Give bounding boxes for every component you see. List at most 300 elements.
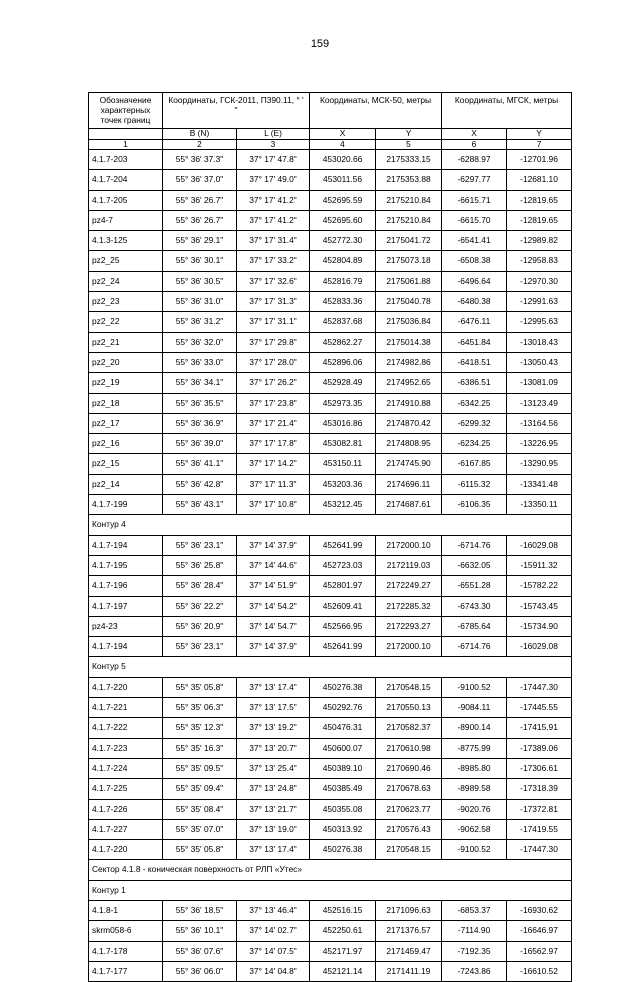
msk-x-cell: 452973.35 [310, 393, 376, 413]
msk-x-cell: 450355.08 [310, 799, 376, 819]
msk-x-cell: 452896.06 [310, 352, 376, 372]
point-id-cell: pz2_25 [89, 251, 163, 271]
point-id-cell: 4.1.7-227 [89, 819, 163, 839]
latitude-cell: 55° 36' 28.4" [163, 576, 237, 596]
longitude-cell: 37° 13' 17.4" [237, 840, 310, 860]
mgsk-x-cell: -9062.58 [442, 819, 507, 839]
mgsk-x-cell: -6508.38 [442, 251, 507, 271]
point-id-cell: 4.1.7-196 [89, 576, 163, 596]
msk-x-cell: 452250.61 [310, 921, 376, 941]
msk-y-cell: 2175073.18 [376, 251, 442, 271]
mgsk-y-cell: -15743.45 [507, 596, 572, 616]
latitude-cell: 55° 36' 43.1" [163, 495, 237, 515]
column-number: 7 [507, 139, 572, 150]
mgsk-x-cell: -6743.30 [442, 596, 507, 616]
mgsk-y-cell: -16930.62 [507, 900, 572, 920]
point-id-cell: pz2_22 [89, 312, 163, 332]
msk-y-cell: 2174982.86 [376, 352, 442, 372]
msk-x-cell: 453020.66 [310, 150, 376, 170]
mgsk-x-cell: -6632.05 [442, 555, 507, 575]
table-row [89, 961, 572, 981]
longitude-cell: 37° 17' 17.8" [237, 434, 310, 454]
table-row [89, 535, 572, 555]
msk-x-cell: 450313.92 [310, 819, 376, 839]
coordinates-table [88, 92, 572, 982]
latitude-cell: 55° 35' 16.3" [163, 738, 237, 758]
longitude-cell: 37° 13' 17.5" [237, 698, 310, 718]
latitude-cell: 55° 36' 31.2" [163, 312, 237, 332]
table-row [89, 840, 572, 860]
mgsk-y-cell: -13341.48 [507, 474, 572, 494]
latitude-cell: 55° 36' 26.7" [163, 210, 237, 230]
point-id-cell: 4.1.7-178 [89, 941, 163, 961]
table-row [89, 495, 572, 515]
msk-x-cell: 453150.11 [310, 454, 376, 474]
msk-y-cell: 2175036.84 [376, 312, 442, 332]
longitude-cell: 37° 14' 54.2" [237, 596, 310, 616]
latitude-cell: 55° 36' 30.1" [163, 251, 237, 271]
msk-x-cell: 452837.68 [310, 312, 376, 332]
point-id-cell: 4.1.7-225 [89, 779, 163, 799]
msk-x-cell: 453016.86 [310, 413, 376, 433]
latitude-cell: 55° 35' 07.0" [163, 819, 237, 839]
table-row [89, 555, 572, 575]
msk-x-cell: 452833.36 [310, 292, 376, 312]
mgsk-x-cell: -6234.25 [442, 434, 507, 454]
longitude-cell: 37° 13' 19.2" [237, 718, 310, 738]
mgsk-y-cell: -13123.49 [507, 393, 572, 413]
point-id-cell: pz2_23 [89, 292, 163, 312]
mgsk-x-cell: -6342.25 [442, 393, 507, 413]
table-row [89, 921, 572, 941]
msk-y-cell: 2170548.15 [376, 840, 442, 860]
latitude-cell: 55° 36' 36.9" [163, 413, 237, 433]
section-row [89, 657, 572, 677]
point-id-cell: 4.1.8-1 [89, 900, 163, 920]
table-row [89, 637, 572, 657]
longitude-cell: 37° 14' 37.9" [237, 535, 310, 555]
longitude-cell: 37° 17' 33.2" [237, 251, 310, 271]
latitude-cell: 55° 36' 23.1" [163, 637, 237, 657]
latitude-cell: 55° 36' 41.1" [163, 454, 237, 474]
msk-x-cell: 452928.49 [310, 373, 376, 393]
header-sub-b: B (N) [163, 129, 237, 140]
msk-x-cell: 452171.97 [310, 941, 376, 961]
mgsk-y-cell: -13050.43 [507, 352, 572, 372]
msk-x-cell: 452772.30 [310, 231, 376, 251]
point-id-cell: pz4-7 [89, 210, 163, 230]
mgsk-x-cell: -6853.37 [442, 900, 507, 920]
longitude-cell: 37° 13' 24.8" [237, 779, 310, 799]
latitude-cell: 55° 35' 12.3" [163, 718, 237, 738]
mgsk-y-cell: -15734.90 [507, 616, 572, 636]
msk-x-cell: 452609.41 [310, 596, 376, 616]
msk-x-cell: 452862.27 [310, 332, 376, 352]
msk-x-cell: 452801.97 [310, 576, 376, 596]
msk-y-cell: 2175061.88 [376, 271, 442, 291]
longitude-cell: 37° 17' 11.3" [237, 474, 310, 494]
msk-x-cell: 452804.89 [310, 251, 376, 271]
page-number: 159 [310, 38, 330, 50]
point-id-cell: 4.1.7-224 [89, 758, 163, 778]
mgsk-x-cell: -6288.97 [442, 150, 507, 170]
mgsk-y-cell: -17447.30 [507, 677, 572, 697]
mgsk-x-cell: -6615.71 [442, 190, 507, 210]
longitude-cell: 37° 13' 46.4" [237, 900, 310, 920]
msk-y-cell: 2170582.37 [376, 718, 442, 738]
mgsk-x-cell: -6106.35 [442, 495, 507, 515]
mgsk-y-cell: -16029.08 [507, 637, 572, 657]
table-row [89, 941, 572, 961]
latitude-cell: 55° 36' 29.1" [163, 231, 237, 251]
msk-x-cell: 452566.95 [310, 616, 376, 636]
msk-x-cell: 452516.15 [310, 900, 376, 920]
section-row [89, 515, 572, 535]
msk-y-cell: 2170610.98 [376, 738, 442, 758]
mgsk-x-cell: -6785.64 [442, 616, 507, 636]
longitude-cell: 37° 17' 26.2" [237, 373, 310, 393]
mgsk-x-cell: -7192.35 [442, 941, 507, 961]
longitude-cell: 37° 13' 25.4" [237, 758, 310, 778]
msk-y-cell: 2175014.38 [376, 332, 442, 352]
longitude-cell: 37° 17' 41.2" [237, 190, 310, 210]
header-sub-l: L (E) [237, 129, 310, 140]
longitude-cell: 37° 13' 20.7" [237, 738, 310, 758]
msk-x-cell: 452723.03 [310, 555, 376, 575]
mgsk-y-cell: -13350.11 [507, 495, 572, 515]
point-id-cell: pz2_24 [89, 271, 163, 291]
mgsk-y-cell: -16610.52 [507, 961, 572, 981]
longitude-cell: 37° 17' 32.6" [237, 271, 310, 291]
latitude-cell: 55° 35' 09.5" [163, 758, 237, 778]
point-id-cell: 4.1.7-199 [89, 495, 163, 515]
msk-y-cell: 2172000.10 [376, 535, 442, 555]
mgsk-y-cell: -17447.30 [507, 840, 572, 860]
header-gsk-coordinates: Координаты, ГСК-2011, П390.11, ° ' " [163, 93, 310, 129]
longitude-cell: 37° 17' 47.8" [237, 150, 310, 170]
column-number: 2 [163, 139, 237, 150]
mgsk-x-cell: -6476.11 [442, 312, 507, 332]
mgsk-x-cell: -8989.58 [442, 779, 507, 799]
msk-x-cell: 453082.81 [310, 434, 376, 454]
msk-x-cell: 452695.60 [310, 210, 376, 230]
longitude-cell: 37° 14' 37.9" [237, 637, 310, 657]
latitude-cell: 55° 36' 20.9" [163, 616, 237, 636]
point-id-cell: skrm058-6 [89, 921, 163, 941]
longitude-cell: 37° 14' 54.7" [237, 616, 310, 636]
latitude-cell: 55° 36' 35.5" [163, 393, 237, 413]
point-id-cell: pz2_21 [89, 332, 163, 352]
table-row [89, 210, 572, 230]
mgsk-y-cell: -13018.43 [507, 332, 572, 352]
msk-x-cell: 450600.07 [310, 738, 376, 758]
point-id-cell: 4.1.7-221 [89, 698, 163, 718]
table-row [89, 413, 572, 433]
latitude-cell: 55° 36' 34.1" [163, 373, 237, 393]
mgsk-y-cell: -12819.65 [507, 210, 572, 230]
section-label: Сектор 4.1.8 - коническая поверхность от РЛП «Утес» [89, 860, 572, 880]
msk-x-cell: 452695.59 [310, 190, 376, 210]
mgsk-x-cell: -6541.41 [442, 231, 507, 251]
latitude-cell: 55° 36' 32.0" [163, 332, 237, 352]
point-id-cell: pz2_18 [89, 393, 163, 413]
latitude-cell: 55° 36' 31.0" [163, 292, 237, 312]
longitude-cell: 37° 14' 51.9" [237, 576, 310, 596]
msk-y-cell: 2170548.15 [376, 677, 442, 697]
table-row [89, 819, 572, 839]
latitude-cell: 55° 36' 23.1" [163, 535, 237, 555]
mgsk-y-cell: -12819.65 [507, 190, 572, 210]
longitude-cell: 37° 14' 44.6" [237, 555, 310, 575]
msk-y-cell: 2171459.47 [376, 941, 442, 961]
longitude-cell: 37° 13' 17.4" [237, 677, 310, 697]
table-row [89, 393, 572, 413]
latitude-cell: 55° 35' 05.8" [163, 677, 237, 697]
msk-y-cell: 2174910.88 [376, 393, 442, 413]
table-row [89, 698, 572, 718]
latitude-cell: 55° 36' 18.5" [163, 900, 237, 920]
mgsk-y-cell: -16029.08 [507, 535, 572, 555]
longitude-cell: 37° 17' 31.1" [237, 312, 310, 332]
msk-x-cell: 452641.99 [310, 535, 376, 555]
mgsk-x-cell: -8900.14 [442, 718, 507, 738]
column-number: 5 [376, 139, 442, 150]
msk-y-cell: 2171376.57 [376, 921, 442, 941]
msk-y-cell: 2174808.95 [376, 434, 442, 454]
point-id-cell: pz2_17 [89, 413, 163, 433]
section-label: Контур 5 [89, 657, 572, 677]
mgsk-y-cell: -12681.10 [507, 170, 572, 190]
latitude-cell: 55° 36' 26.7" [163, 190, 237, 210]
point-id-cell: 4.1.7-203 [89, 150, 163, 170]
longitude-cell: 37° 13' 21.7" [237, 799, 310, 819]
header-sub-x-msk: X [310, 129, 376, 140]
msk-y-cell: 2170576.43 [376, 819, 442, 839]
point-id-cell: 4.1.7-204 [89, 170, 163, 190]
latitude-cell: 55° 36' 22.2" [163, 596, 237, 616]
mgsk-y-cell: -17306.61 [507, 758, 572, 778]
table-row [89, 576, 572, 596]
msk-y-cell: 2172285.32 [376, 596, 442, 616]
mgsk-x-cell: -6615.70 [442, 210, 507, 230]
longitude-cell: 37° 17' 28.0" [237, 352, 310, 372]
mgsk-y-cell: -12958.83 [507, 251, 572, 271]
latitude-cell: 55° 36' 37.3" [163, 150, 237, 170]
mgsk-x-cell: -7114.90 [442, 921, 507, 941]
msk-y-cell: 2170678.63 [376, 779, 442, 799]
table-row [89, 596, 572, 616]
mgsk-y-cell: -12991.63 [507, 292, 572, 312]
msk-x-cell: 452641.99 [310, 637, 376, 657]
header-mgsk-coordinates: Координаты, МГСК, метры [442, 93, 572, 129]
latitude-cell: 55° 36' 07.6" [163, 941, 237, 961]
latitude-cell: 55° 36' 33.0" [163, 352, 237, 372]
section-row [89, 880, 572, 900]
section-row [89, 860, 572, 880]
msk-x-cell: 450292.76 [310, 698, 376, 718]
table-row [89, 231, 572, 251]
latitude-cell: 55° 35' 06.3" [163, 698, 237, 718]
table-row [89, 170, 572, 190]
table-row [89, 779, 572, 799]
longitude-cell: 37° 17' 29.8" [237, 332, 310, 352]
mgsk-y-cell: -17419.55 [507, 819, 572, 839]
msk-y-cell: 2175210.84 [376, 190, 442, 210]
mgsk-y-cell: -13081.09 [507, 373, 572, 393]
point-id-cell: 4.1.7-197 [89, 596, 163, 616]
point-id-cell: 4.1.7-220 [89, 677, 163, 697]
header-point-designation: Обозначение характерных точек границ [89, 93, 163, 129]
mgsk-x-cell: -8985.80 [442, 758, 507, 778]
header-sub-x-mgsk: X [442, 129, 507, 140]
point-id-cell: 4.1.7-194 [89, 637, 163, 657]
table-row [89, 718, 572, 738]
longitude-cell: 37° 13' 19.0" [237, 819, 310, 839]
table-row [89, 454, 572, 474]
msk-y-cell: 2171411.19 [376, 961, 442, 981]
header-msk-coordinates: Координаты, МСК-50, метры [310, 93, 442, 129]
point-id-cell: 4.1.3-125 [89, 231, 163, 251]
msk-y-cell: 2174952.65 [376, 373, 442, 393]
latitude-cell: 55° 35' 05.8" [163, 840, 237, 860]
table-body [89, 150, 572, 982]
msk-x-cell: 450385.49 [310, 779, 376, 799]
msk-y-cell: 2175333.15 [376, 150, 442, 170]
header-sub-y-mgsk: Y [507, 129, 572, 140]
table-row [89, 150, 572, 170]
table-row [89, 332, 572, 352]
msk-y-cell: 2172000.10 [376, 637, 442, 657]
mgsk-y-cell: -12989.82 [507, 231, 572, 251]
mgsk-y-cell: -15911.32 [507, 555, 572, 575]
mgsk-y-cell: -13226.95 [507, 434, 572, 454]
table-row [89, 799, 572, 819]
table-row [89, 352, 572, 372]
mgsk-y-cell: -16646.97 [507, 921, 572, 941]
point-id-cell: pz2_20 [89, 352, 163, 372]
mgsk-x-cell: -6297.77 [442, 170, 507, 190]
msk-y-cell: 2170623.77 [376, 799, 442, 819]
mgsk-y-cell: -17372.81 [507, 799, 572, 819]
longitude-cell: 37° 17' 31.3" [237, 292, 310, 312]
point-id-cell: 4.1.7-226 [89, 799, 163, 819]
mgsk-y-cell: -12995.63 [507, 312, 572, 332]
msk-x-cell: 450276.38 [310, 677, 376, 697]
mgsk-y-cell: -17318.39 [507, 779, 572, 799]
mgsk-y-cell: -15782.22 [507, 576, 572, 596]
point-id-cell: pz4-23 [89, 616, 163, 636]
latitude-cell: 55° 36' 42.8" [163, 474, 237, 494]
mgsk-x-cell: -6115.32 [442, 474, 507, 494]
mgsk-x-cell: -6386.51 [442, 373, 507, 393]
latitude-cell: 55° 36' 30.5" [163, 271, 237, 291]
latitude-cell: 55° 36' 39.0" [163, 434, 237, 454]
table-row [89, 677, 572, 697]
table-row [89, 616, 572, 636]
point-id-cell: pz2_14 [89, 474, 163, 494]
column-number: 3 [237, 139, 310, 150]
msk-x-cell: 450276.38 [310, 840, 376, 860]
mgsk-y-cell: -13290.95 [507, 454, 572, 474]
column-number: 1 [89, 139, 163, 150]
latitude-cell: 55° 35' 09.4" [163, 779, 237, 799]
mgsk-x-cell: -6167.85 [442, 454, 507, 474]
msk-y-cell: 2175210.84 [376, 210, 442, 230]
latitude-cell: 55° 36' 37.0" [163, 170, 237, 190]
table-row [89, 738, 572, 758]
longitude-cell: 37° 14' 07.5" [237, 941, 310, 961]
mgsk-y-cell: -12970.30 [507, 271, 572, 291]
point-id-cell: pz2_16 [89, 434, 163, 454]
column-number: 6 [442, 139, 507, 150]
mgsk-x-cell: -6299.32 [442, 413, 507, 433]
mgsk-x-cell: -9100.52 [442, 840, 507, 860]
point-id-cell: pz2_15 [89, 454, 163, 474]
msk-y-cell: 2174745.90 [376, 454, 442, 474]
latitude-cell: 55° 35' 08.4" [163, 799, 237, 819]
msk-y-cell: 2174696.11 [376, 474, 442, 494]
point-id-cell: 4.1.7-195 [89, 555, 163, 575]
point-id-cell: 4.1.7-205 [89, 190, 163, 210]
msk-y-cell: 2174687.61 [376, 495, 442, 515]
table-row [89, 434, 572, 454]
table-row [89, 900, 572, 920]
table-row [89, 292, 572, 312]
longitude-cell: 37° 17' 49.0" [237, 170, 310, 190]
msk-y-cell: 2170690.46 [376, 758, 442, 778]
msk-x-cell: 453212.45 [310, 495, 376, 515]
mgsk-x-cell: -9020.76 [442, 799, 507, 819]
point-id-cell: 4.1.7-223 [89, 738, 163, 758]
table-row [89, 271, 572, 291]
msk-x-cell: 453011.56 [310, 170, 376, 190]
mgsk-y-cell: -13164.56 [507, 413, 572, 433]
longitude-cell: 37° 14' 04.8" [237, 961, 310, 981]
point-id-cell: 4.1.7-177 [89, 961, 163, 981]
msk-x-cell: 452816.79 [310, 271, 376, 291]
msk-x-cell: 450389.10 [310, 758, 376, 778]
latitude-cell: 55° 36' 25.8" [163, 555, 237, 575]
longitude-cell: 37° 17' 14.2" [237, 454, 310, 474]
header-sub-y-msk: Y [376, 129, 442, 140]
header-sub-empty [89, 129, 163, 140]
msk-x-cell: 453203.36 [310, 474, 376, 494]
point-id-cell: 4.1.7-194 [89, 535, 163, 555]
longitude-cell: 37° 17' 31.4" [237, 231, 310, 251]
point-id-cell: 4.1.7-222 [89, 718, 163, 738]
table-row [89, 758, 572, 778]
mgsk-x-cell: -8775.99 [442, 738, 507, 758]
mgsk-x-cell: -6480.38 [442, 292, 507, 312]
mgsk-x-cell: -6418.51 [442, 352, 507, 372]
mgsk-x-cell: -6551.28 [442, 576, 507, 596]
mgsk-y-cell: -17445.55 [507, 698, 572, 718]
msk-y-cell: 2172119.03 [376, 555, 442, 575]
mgsk-x-cell: -6451.84 [442, 332, 507, 352]
section-label: Контур 4 [89, 515, 572, 535]
mgsk-y-cell: -12701.96 [507, 150, 572, 170]
longitude-cell: 37° 17' 41.2" [237, 210, 310, 230]
table-row [89, 251, 572, 271]
table-row [89, 474, 572, 494]
msk-y-cell: 2170550.13 [376, 698, 442, 718]
mgsk-y-cell: -17415.91 [507, 718, 572, 738]
mgsk-x-cell: -6714.76 [442, 637, 507, 657]
latitude-cell: 55° 36' 06.0" [163, 961, 237, 981]
table-row [89, 190, 572, 210]
table-row [89, 312, 572, 332]
table-row [89, 373, 572, 393]
